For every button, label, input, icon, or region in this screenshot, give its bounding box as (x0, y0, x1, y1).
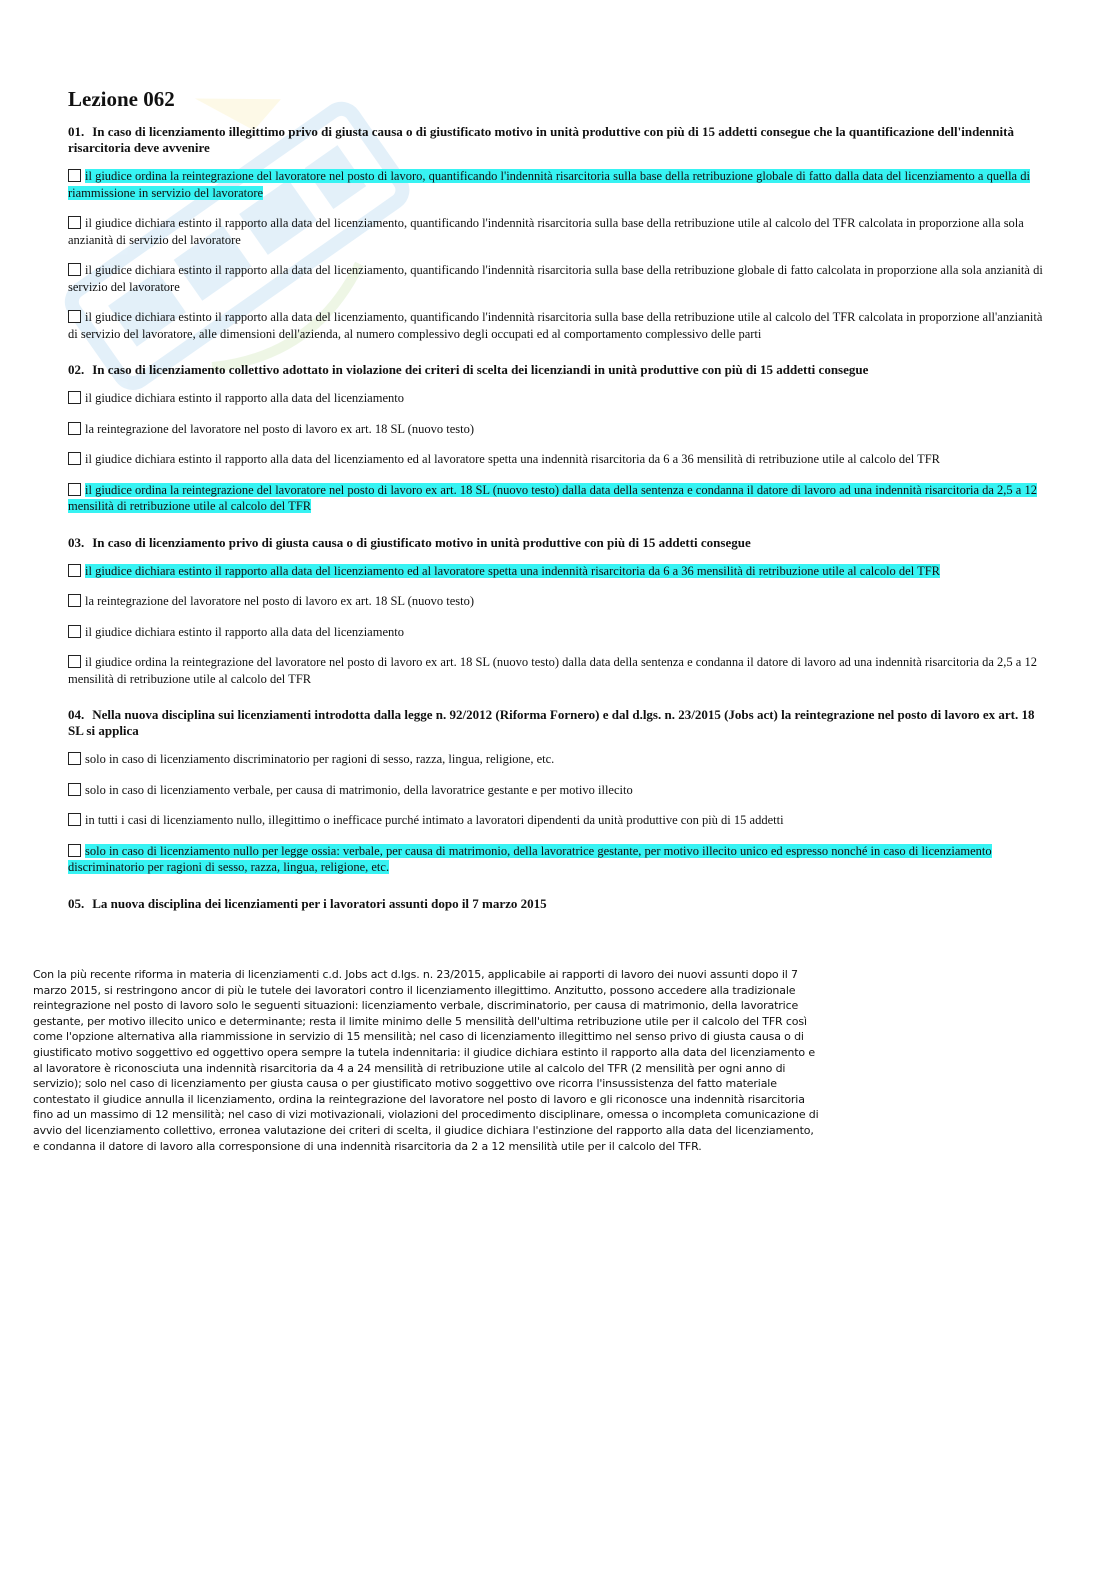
option-01-b (68, 215, 1043, 248)
checkbox[interactable] (68, 625, 81, 638)
option-text: la reintegrazione del lavoratore nel posto di lavoro ex art. 18 SL (nuovo testo) (85, 421, 474, 436)
checkbox[interactable] (68, 783, 81, 796)
question-number: 04. (68, 707, 85, 722)
question-text: La nuova disciplina dei licenziamenti per i lavoratori assunti dopo il 7 marzo 2015 (92, 895, 547, 911)
option-02-b (68, 421, 1043, 438)
option-text: solo in caso di licenziamento verbale, per causa di matrimonio, della lavoratrice gestante e per motivo illecito (85, 782, 633, 797)
option-01-c (68, 262, 1043, 295)
page-title: Lezione 062 (68, 87, 175, 111)
question-number: 02. (68, 362, 85, 377)
question-number: 03. (68, 534, 85, 550)
options-02 (68, 390, 1043, 515)
checkbox[interactable] (68, 844, 81, 857)
option-04-c (68, 812, 1043, 829)
checkbox[interactable] (68, 813, 81, 826)
option-03-b (68, 593, 1043, 610)
option-text-correct: il giudice ordina la reintegrazione del lavoratore nel posto di lavoro, quantificando l'indennità risarcitoria sulla base della retribuzione globale di fatto dalla data del licenziamento a quella di riammissione in servizio del lavoratore (68, 169, 1030, 200)
question-01 (68, 124, 1043, 156)
question-text: Nella nuova disciplina sui licenziamenti introdotta dalla legge n. 92/2012 (Riforma Fornero) e dal d.lgs. n. 23/2015 (Jobs act) la reintegrazione nel posto di lavoro ex art. 18 SL si applica (68, 707, 1035, 738)
option-text: il giudice dichiara estinto il rapporto alla data del licenziamento (85, 624, 404, 639)
question-02 (68, 362, 1043, 378)
option-text: il giudice dichiara estinto il rapporto alla data del licenziamento, quantificando l'indennità risarcitoria sulla base della retribuzione utile al calcolo del TFR calcolata in proporzione all'anzianità di servizio del lavoratore, alle dimensioni dell'azienda, al numero complessivo degli occupati ed al comportamento complessivo delle parti (68, 310, 1043, 341)
option-text: in tutti i casi di licenziamento nullo, illegittimo o inefficace purché intimato a lavoratori dipendenti da unità produttive con più di 15 addetti (85, 813, 784, 827)
checkbox[interactable] (68, 452, 81, 465)
options-04 (68, 751, 1043, 876)
question-03 (68, 535, 1043, 551)
option-01-d (68, 309, 1043, 342)
document-page (68, 86, 1043, 924)
question-text: In caso di licenziamento collettivo adottato in violazione dei criteri di scelta dei licenziandi in unità produttive con più di 15 addetti consegue (92, 362, 869, 377)
option-text-correct: il giudice dichiara estinto il rapporto alla data del licenziamento ed al lavoratore spetta una indennità risarcitoria da 6 a 36 mensilità di retribuzione utile al calcolo del TFR (85, 563, 941, 578)
options-01 (68, 168, 1043, 342)
option-01-a (68, 168, 1043, 201)
checkbox[interactable] (68, 310, 81, 323)
options-03 (68, 563, 1043, 688)
question-05 (68, 896, 1043, 912)
option-02-c (68, 451, 1043, 468)
checkbox[interactable] (68, 564, 81, 577)
checkbox[interactable] (68, 752, 81, 765)
option-02-d (68, 482, 1043, 515)
option-text: il giudice dichiara estinto il rapporto alla data del licenziamento (85, 391, 404, 405)
checkbox[interactable] (68, 391, 81, 404)
option-text: solo in caso di licenziamento discriminatorio per ragioni di sesso, razza, lingua, religione, etc. (85, 752, 555, 766)
question-04 (68, 707, 1043, 739)
question-number: 05. (68, 895, 85, 911)
option-text-correct: il giudice ordina la reintegrazione del lavoratore nel posto di lavoro ex art. 18 SL (nuovo testo) dalla data della sentenza e condanna il datore di lavoro ad una indennità risarcitoria da 2,5 a 12 mensilità di retribuzione utile al calcolo del TFR (68, 482, 1037, 513)
answer-text: Con la più recente riforma in materia di licenziamenti c.d. Jobs act d.lgs. n. 23/2015, applicabile ai rapporti di lavoro dei nuovi assunti dopo il 7 marzo 2015, si restringono ancor di più le tutele dei lavoratori contro il licenziamento illegittimo. Anzitutto, possono accedere alla tradizionale reintegrazione nel posto di lavoro solo le seguenti situazioni: licenziamento verbale, discriminatorio, per causa di matrimonio, della lavoratrice gestante, per motivo illecito unico e determinante; resta il limite minimo delle 5 mensilità dell'ultima retribuzione utile per il calcolo del TFR così come l'opzione alternativa alla riammissione in servizio di 15 mensilità; nel caso di licenziamento illegittimo nel senso privo di giusta causa o di giustificato motivo soggettivo ed oggettivo opera sempre la tutela indennitaria: il giudice dichiara estinto il rapporto alla data del licenziamento e al lavoratore è riconosciuta una indennità risarcitoria da 4 a 24 mensilità di retribuzione utile al calcolo del TFR (2 mensilità per ogni anno di servizio); solo nel caso di licenziamento per giusta causa o per giustificato motivo soggettivo ove ricorra l'insussistenza del fatto materiale contestato il giudice annulla il licenziamento, ordina la reintegrazione del lavoratore nel posto di lavoro e gli riconosce una indennità risarcitoria fino ad un massimo di 12 mensilità; nel caso di vizi motivazionali, violazioni del procedimento disciplinare, omessa o incompleta comunicazione di avvio del licenziamento collettivo, erronea valutazione dei criteri di scelta, il giudice dichiara l'estinzione del rapporto alla data del licenziamento, e condanna il datore di lavoro alla corresponsione di una indennità risarcitoria da 2 a 12 mensilità utile per il calcolo del TFR. (33, 968, 819, 1153)
checkbox[interactable] (68, 483, 81, 496)
option-text-correct: solo in caso di licenziamento nullo per legge ossia: verbale, per causa di matrimonio, della lavoratrice gestante, per motivo illecito unico ed espresso nonché in caso di licenziamento discriminatorio per ragioni di sesso, razza, lingua, religione, etc. (68, 843, 992, 874)
option-02-a (68, 390, 1043, 407)
option-text: la reintegrazione del lavoratore nel posto di lavoro ex art. 18 SL (nuovo testo) (85, 594, 474, 608)
question-text: In caso di licenziamento privo di giusta causa o di giustificato motivo in unità produttive con più di 15 addetti consegue (92, 534, 751, 550)
option-04-a (68, 751, 1043, 768)
option-03-d (68, 654, 1043, 687)
option-04-d (68, 843, 1043, 876)
checkbox[interactable] (68, 169, 81, 182)
question-text: In caso di licenziamento illegittimo privo di giusta causa o di giustificato motivo in unità produttive con più di 15 addetti consegue che la quantificazione dell'indennità risarcitoria deve avvenire (68, 124, 1014, 155)
option-text: il giudice dichiara estinto il rapporto alla data del licenziamento, quantificando l'indennità risarcitoria sulla base della retribuzione globale di fatto calcolata in proporzione alla sola anzianità di servizio del lavoratore (68, 263, 1043, 294)
checkbox[interactable] (68, 216, 81, 229)
checkbox[interactable] (68, 594, 81, 607)
option-text: il giudice ordina la reintegrazione del lavoratore nel posto di lavoro ex art. 18 SL (nuovo testo) dalla data della sentenza e condanna il datore di lavoro ad una indennità risarcitoria da 2,5 a 12 mensilità di retribuzione utile al calcolo del TFR (68, 655, 1037, 686)
option-03-a (68, 563, 1043, 580)
checkbox[interactable] (68, 422, 81, 435)
checkbox[interactable] (68, 263, 81, 276)
option-03-c (68, 624, 1043, 641)
question-number: 01. (68, 124, 85, 139)
option-text: il giudice dichiara estinto il rapporto alla data del licenziamento, quantificando l'indennità risarcitoria sulla base della retribuzione utile al calcolo del TFR calcolata in proporzione alla sola anzianità di servizio del lavoratore (68, 216, 1024, 247)
checkbox[interactable] (68, 655, 81, 668)
option-text: il giudice dichiara estinto il rapporto alla data del licenziamento ed al lavoratore spetta una indennità risarcitoria da 6 a 36 mensilità di retribuzione utile al calcolo del TFR (85, 452, 941, 466)
option-04-b (68, 782, 1043, 799)
